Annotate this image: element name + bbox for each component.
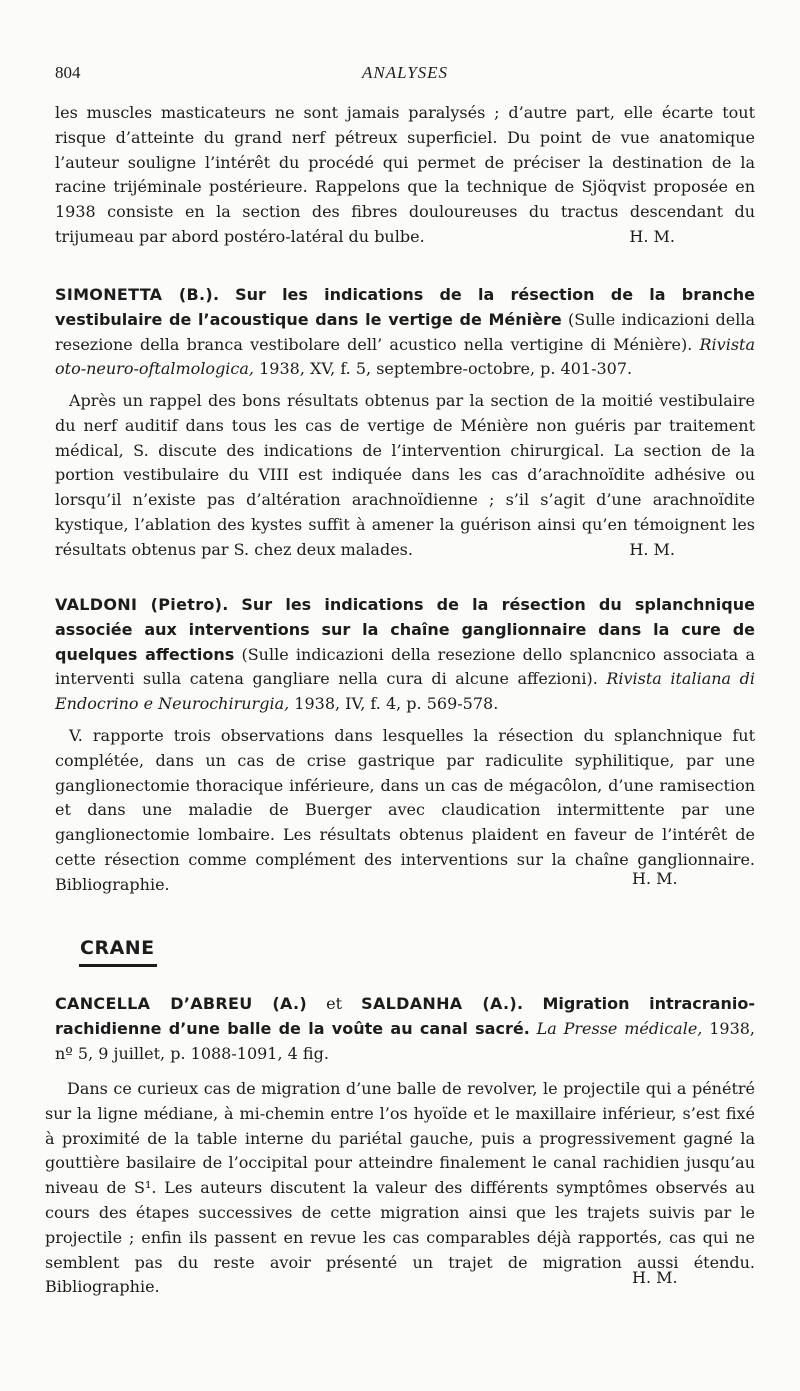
article-title: Sur les indications de la résection de la branche vestibulaire de l’acoustique dans le vertige de Ménière [55, 285, 756, 329]
article-heading [55, 992, 755, 1066]
article-body-text: Après un rappel des bons résultats obtenus par la section de la moitié vestibulaire du nerf auditif dans tous les cas de vertige de Ménière non guéris par traitement médical, S. discute des indications de l’intervention chirurgical. La section de la portion vestibulaire du VIII est indiquée dans les cas d’arachnoïdite adhésive ou lorsqu’il n’existe pas d’altération arachnoïdienne ; s’il s’agit d’une arachnoïdite kystique, l’ablation des kystes suffit à amener la guérison ainsi qu’en témoignent les résultats obtenus par S. chez deux malades. [55, 391, 755, 559]
article-original-title: (Sulle indicazioni della resezione dello splancnico associata a interventi sulla catena gangliare nella cura di alcune affezioni). [55, 644, 755, 689]
running-title: ANALYSES [361, 63, 449, 82]
article-author: CANCELLA D’ABREU (A.) [55, 994, 308, 1013]
article-reference: 1938, nº 5, 9 juillet, p. 1088-1091, 4 fig. [55, 1018, 756, 1063]
article-title: Sur les indications de la résection du splanchnique associée aux interventions sur la chaîne ganglionnaire dans la cure de quelques affections [55, 595, 755, 664]
paragraph-text: les muscles masticateurs ne sont jamais paralysés ; d’autre part, elle écarte tout risque d’atteinte du grand nerf pétreux superficiel. Du point de vue anatomique l’auteur souligne l’intérêt du procédé qui permet de préciser la destination de la racine trijéminale postérieure. Rappelons que la technique de Sjöqvist proposée en 1938 consiste en la section des fibres douloureuses du tractus descendant du trijumeau par abord postéro-latéral du bulbe. [55, 103, 755, 246]
article-reference: 1938, IV, f. 4, p. 569-578. [294, 694, 499, 714]
article-body-text: Dans ce curieux cas de migration d’une balle de revolver, le projectile qui a pénétré sur la ligne médiane, à mi-chemin entre l’os hyoïde et le maxillaire inférieur, s’est fixé à proximité de la table interne du pariétal gauche, puis a progressivement gagné la gouttière basilaire de l’occipital pour atteindre finalement le canal rachidien jusqu’au niveau de S¹. Les auteurs discutent la valeur des différents symptômes observés au cours des étapes successives de cette migration ainsi que les trajets suivis par le projectile ; enfin ils passent en revue les cas comparables déjà rapportés, cas qui ne semblent pas du reste avoir présenté un trajet de migration aussi étendu. Bibliographie. [45, 1079, 755, 1297]
page-header [55, 63, 755, 87]
paragraph-continuation [55, 101, 755, 250]
article-author-second: SALDANHA (A.). [361, 994, 524, 1013]
article-journal: Rivista oto-neuro-oftalmologica, [55, 334, 755, 379]
article-original-title: (Sulle indicazioni della resezione della branca vestibolare dell’ acustico nella vertigine di Ménière). [55, 309, 755, 354]
article-heading [55, 593, 755, 717]
page-number: 804 [55, 63, 81, 82]
article-conjunction: et [326, 994, 343, 1013]
section-heading: CRANE [80, 937, 155, 959]
article-author: SIMONETTA (B.). [55, 285, 220, 304]
article-body [55, 389, 755, 563]
article-title: Migration intracranio-rachidienne d’une balle de la voûte au canal sacré. [55, 994, 755, 1038]
section-underline [79, 964, 157, 967]
article-author: VALDONI (Pietro). [55, 595, 229, 614]
signature: H. M. [632, 869, 678, 888]
signature: H. M. [629, 539, 675, 559]
article-journal: Rivista italiana di Endocrino e Neurochirurgia, [55, 669, 755, 714]
signature: H. M. [632, 1268, 678, 1287]
article-reference: 1938, XV, f. 5, septembre-octobre, p. 401-307. [259, 359, 633, 379]
article-body [45, 1077, 755, 1300]
article-body-text: V. rapporte trois observations dans lesquelles la résection du splanchnique fut complétée, dans un cas de crise gastrique par radiculite syphilitique, par une ganglionectomie thoracique inférieure, dans un cas de mégacôlon, d’une ramisection et dans une maladie de Buerger avec claudication intermittente par une ganglionectomie lombaire. Les résultats obtenus plaident en faveur de l’intérêt de cette résection comme complément des interventions sur la chaîne ganglionnaire. Bibliographie. [55, 726, 755, 894]
signature: H. M. [629, 226, 675, 246]
article-heading [55, 283, 755, 382]
article-journal: La Presse médicale, [536, 1018, 703, 1038]
